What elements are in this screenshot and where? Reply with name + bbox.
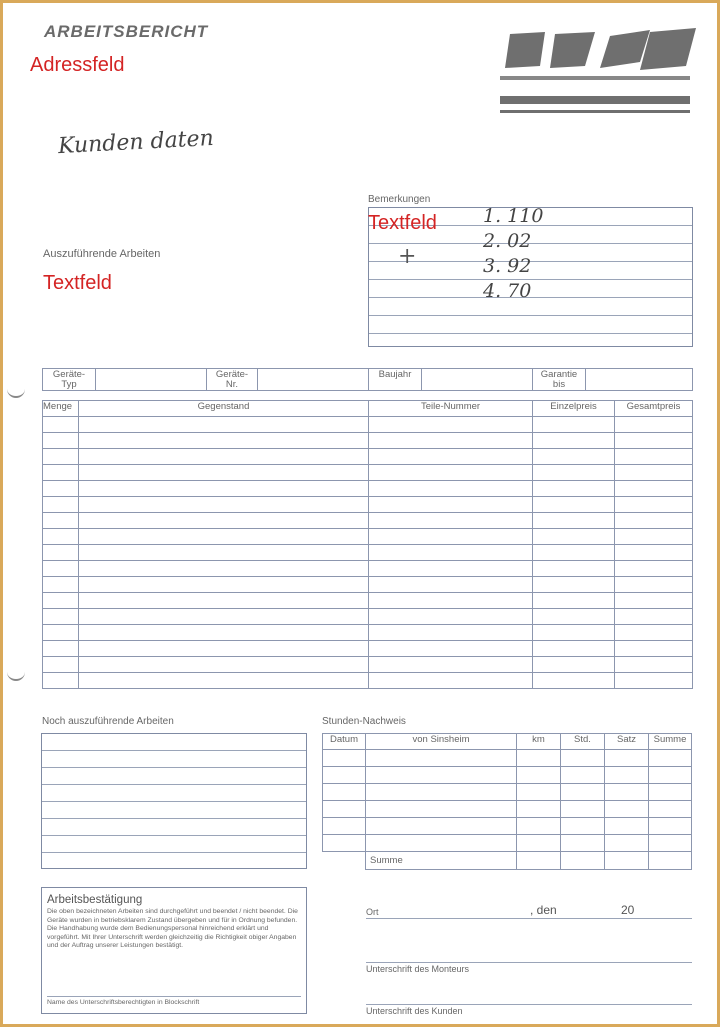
table-cell[interactable] — [366, 835, 517, 852]
table-cell[interactable] — [533, 561, 615, 577]
table-cell[interactable] — [43, 609, 79, 625]
table-cell[interactable] — [561, 852, 605, 870]
col-total-price: Gesamtpreis — [615, 401, 693, 417]
table-cell[interactable] — [605, 818, 649, 835]
build-year-input[interactable] — [422, 369, 533, 391]
table-cell[interactable] — [649, 852, 692, 870]
confirmation-box — [41, 887, 307, 1014]
table-row — [43, 609, 693, 625]
table-cell[interactable] — [615, 433, 693, 449]
table-cell[interactable] — [517, 784, 561, 801]
table-cell[interactable] — [615, 449, 693, 465]
handwritten-line: 2. 02 — [483, 230, 532, 252]
work-label: Auszuführende Arbeiten — [43, 248, 161, 260]
table-cell[interactable] — [533, 497, 615, 513]
table-cell[interactable] — [517, 852, 561, 870]
pending-work-label: Noch auszuführende Arbeiten — [42, 716, 174, 727]
table-row — [43, 417, 693, 433]
confirmation-title: Arbeitsbestätigung — [47, 894, 143, 906]
table-cell[interactable] — [561, 818, 605, 835]
device-number-input[interactable] — [258, 369, 369, 391]
table-row — [43, 449, 693, 465]
device-info-table — [42, 368, 693, 391]
table-cell[interactable] — [79, 529, 369, 545]
place-label: Ort — [366, 907, 379, 917]
table-cell[interactable] — [366, 801, 517, 818]
table-cell[interactable] — [79, 625, 369, 641]
table-cell[interactable] — [533, 577, 615, 593]
table-cell[interactable] — [369, 417, 533, 433]
table-cell[interactable] — [533, 673, 615, 689]
table-cell[interactable] — [561, 750, 605, 767]
table-cell[interactable] — [369, 657, 533, 673]
table-cell[interactable] — [517, 767, 561, 784]
table-cell[interactable] — [43, 481, 79, 497]
table-row — [43, 673, 693, 689]
table-cell — [323, 852, 366, 870]
table-cell[interactable] — [561, 767, 605, 784]
table-cell[interactable] — [533, 481, 615, 497]
table-cell[interactable] — [533, 641, 615, 657]
table-cell[interactable] — [615, 641, 693, 657]
table-cell[interactable] — [79, 449, 369, 465]
table-cell[interactable] — [649, 784, 692, 801]
table-cell[interactable] — [561, 835, 605, 852]
table-cell[interactable] — [323, 784, 366, 801]
col-item: Gegenstand — [79, 401, 369, 417]
table-cell[interactable] — [323, 801, 366, 818]
table-cell[interactable] — [533, 465, 615, 481]
table-cell[interactable] — [369, 673, 533, 689]
table-cell[interactable] — [369, 593, 533, 609]
table-row — [43, 545, 693, 561]
table-cell[interactable] — [369, 465, 533, 481]
year-prefix: 20 — [621, 903, 635, 917]
table-cell[interactable] — [43, 497, 79, 513]
table-cell[interactable] — [43, 465, 79, 481]
warranty-label: Garantie bis — [533, 369, 586, 391]
parts-table — [42, 400, 693, 689]
table-cell[interactable] — [605, 767, 649, 784]
table-cell[interactable] — [79, 513, 369, 529]
table-row — [43, 657, 693, 673]
handwritten-line: 1. 110 — [483, 205, 544, 227]
table-cell[interactable] — [615, 657, 693, 673]
date-label: , den — [530, 903, 557, 917]
table-row — [43, 625, 693, 641]
table-cell[interactable] — [561, 801, 605, 818]
table-cell[interactable] — [649, 818, 692, 835]
table-cell[interactable] — [649, 835, 692, 852]
table-cell[interactable] — [43, 513, 79, 529]
handwritten-line: 4. 70 — [483, 280, 532, 302]
col-from: von Sinsheim — [366, 734, 517, 750]
table-cell[interactable] — [615, 593, 693, 609]
build-year-label: Baujahr — [369, 369, 422, 391]
table-cell[interactable] — [79, 545, 369, 561]
col-quantity: Menge — [43, 401, 79, 417]
table-row — [43, 433, 693, 449]
table-cell[interactable] — [533, 657, 615, 673]
col-sum: Summe — [649, 734, 692, 750]
table-cell[interactable] — [533, 513, 615, 529]
table-cell[interactable] — [517, 750, 561, 767]
table-row — [323, 784, 692, 801]
table-cell[interactable] — [533, 609, 615, 625]
table-cell[interactable] — [79, 609, 369, 625]
pending-work-field[interactable] — [41, 733, 307, 869]
table-cell[interactable] — [323, 750, 366, 767]
table-cell[interactable] — [79, 657, 369, 673]
table-cell[interactable] — [615, 497, 693, 513]
table-cell[interactable] — [615, 481, 693, 497]
table-cell[interactable] — [649, 767, 692, 784]
table-cell[interactable] — [533, 593, 615, 609]
table-cell[interactable] — [79, 433, 369, 449]
customer-signature-label: Unterschrift des Kunden — [366, 1006, 463, 1016]
work-field[interactable]: Textfeld — [43, 272, 112, 294]
table-cell[interactable] — [43, 657, 79, 673]
table-cell[interactable] — [615, 625, 693, 641]
signatory-name-label: Name des Unterschriftsberechtigten in Blockschrift — [47, 999, 200, 1006]
table-cell[interactable] — [369, 609, 533, 625]
table-cell[interactable] — [369, 529, 533, 545]
remarks-label: Bemerkungen — [368, 194, 431, 205]
table-cell[interactable] — [615, 465, 693, 481]
sum-row — [323, 852, 692, 870]
mechanic-signature-label: Unterschrift des Monteurs — [366, 964, 470, 974]
table-cell[interactable] — [43, 673, 79, 689]
table-row — [43, 577, 693, 593]
table-cell[interactable] — [43, 561, 79, 577]
mechanic-signature-line[interactable] — [366, 962, 692, 963]
table-cell[interactable] — [369, 561, 533, 577]
place-date-line[interactable] — [366, 905, 692, 919]
table-row — [323, 818, 692, 835]
table-cell[interactable] — [615, 513, 693, 529]
table-cell[interactable] — [369, 433, 533, 449]
table-cell[interactable] — [366, 750, 517, 767]
table-cell[interactable] — [533, 625, 615, 641]
table-cell[interactable] — [79, 593, 369, 609]
table-cell[interactable] — [369, 513, 533, 529]
table-cell[interactable] — [649, 750, 692, 767]
col-rate: Satz — [605, 734, 649, 750]
table-cell[interactable] — [323, 835, 366, 852]
table-cell[interactable] — [615, 673, 693, 689]
table-cell[interactable] — [369, 449, 533, 465]
table-cell[interactable] — [615, 545, 693, 561]
table-cell[interactable] — [533, 545, 615, 561]
table-cell[interactable] — [605, 750, 649, 767]
sum-label: Summe — [366, 852, 517, 870]
hours-table — [322, 733, 692, 870]
table-cell[interactable] — [369, 545, 533, 561]
remarks-placeholder: Textfeld — [368, 212, 437, 234]
table-cell[interactable] — [79, 481, 369, 497]
table-cell[interactable] — [79, 497, 369, 513]
table-row — [43, 513, 693, 529]
table-cell[interactable] — [79, 641, 369, 657]
table-row — [43, 497, 693, 513]
table-cell[interactable] — [615, 609, 693, 625]
table-cell[interactable] — [615, 529, 693, 545]
confirmation-text: Die oben bezeichneten Arbeiten sind durchgeführt und beendet / nicht beendet. Die Geräte wurden in betriebsklarem Zustand übergeben und für in Ordnung befunden. Die Handhabung wurde dem Bedienungspersonal hinreichend erklärt und vorgeführt. Mit Ihrer Unterschrift werden gleichzeitig die Richtigkeit obiger Angaben und der Auftrag unserer Leistungen bestätigt. — [47, 908, 298, 950]
table-row — [323, 801, 692, 818]
table-cell[interactable] — [366, 818, 517, 835]
table-cell[interactable] — [369, 497, 533, 513]
table-cell[interactable] — [533, 529, 615, 545]
table-cell[interactable] — [533, 449, 615, 465]
handwritten-line: 3. 92 — [483, 255, 532, 277]
hours-label: Stunden-Nachweis — [322, 716, 406, 727]
device-number-label: Geräte- Nr. — [207, 369, 258, 391]
handwritten-remarks — [483, 204, 543, 304]
table-row — [43, 641, 693, 657]
device-type-input[interactable] — [96, 369, 207, 391]
table-cell[interactable] — [43, 529, 79, 545]
table-cell[interactable] — [605, 801, 649, 818]
table-row — [43, 593, 693, 609]
table-cell[interactable] — [517, 835, 561, 852]
customer-signature-line[interactable] — [366, 1004, 692, 1005]
address-field[interactable]: Adressfeld — [30, 54, 125, 76]
col-unit-price: Einzelpreis — [533, 401, 615, 417]
table-cell[interactable] — [517, 818, 561, 835]
table-cell[interactable] — [79, 673, 369, 689]
table-row — [43, 561, 693, 577]
table-cell[interactable] — [79, 561, 369, 577]
table-cell[interactable] — [79, 417, 369, 433]
table-cell[interactable] — [43, 449, 79, 465]
table-cell[interactable] — [533, 433, 615, 449]
table-cell[interactable] — [533, 417, 615, 433]
table-cell[interactable] — [43, 577, 79, 593]
table-cell[interactable] — [369, 481, 533, 497]
table-cell[interactable] — [369, 625, 533, 641]
table-row — [43, 465, 693, 481]
table-cell[interactable] — [43, 641, 79, 657]
table-row — [323, 750, 692, 767]
table-cell[interactable] — [323, 767, 366, 784]
table-cell[interactable] — [43, 625, 79, 641]
table-cell[interactable] — [323, 818, 366, 835]
col-km: km — [517, 734, 561, 750]
handwritten-x: + — [398, 244, 417, 269]
document-title: ARBEITSBERICHT — [44, 22, 209, 41]
table-cell[interactable] — [605, 852, 649, 870]
company-logo — [500, 26, 696, 176]
table-cell[interactable] — [615, 417, 693, 433]
col-hours: Std. — [561, 734, 605, 750]
table-cell[interactable] — [366, 784, 517, 801]
table-cell[interactable] — [43, 593, 79, 609]
table-cell[interactable] — [561, 784, 605, 801]
table-row — [43, 481, 693, 497]
table-cell[interactable] — [43, 545, 79, 561]
table-row — [323, 767, 692, 784]
table-row — [43, 529, 693, 545]
handwritten-customer-data: Kunden daten — [57, 125, 215, 160]
col-part-number: Teile-Nummer — [369, 401, 533, 417]
device-type-label: Geräte- Typ — [43, 369, 96, 391]
col-date: Datum — [323, 734, 366, 750]
table-row — [323, 835, 692, 852]
table-cell[interactable] — [605, 784, 649, 801]
table-cell[interactable] — [79, 465, 369, 481]
table-cell[interactable] — [43, 417, 79, 433]
warranty-input[interactable] — [586, 369, 693, 391]
table-cell[interactable] — [369, 641, 533, 657]
table-cell[interactable] — [79, 577, 369, 593]
table-cell[interactable] — [605, 835, 649, 852]
table-cell[interactable] — [43, 433, 79, 449]
table-cell[interactable] — [615, 577, 693, 593]
table-cell[interactable] — [517, 801, 561, 818]
table-cell[interactable] — [369, 577, 533, 593]
table-cell[interactable] — [649, 801, 692, 818]
table-cell[interactable] — [366, 767, 517, 784]
table-cell[interactable] — [615, 561, 693, 577]
